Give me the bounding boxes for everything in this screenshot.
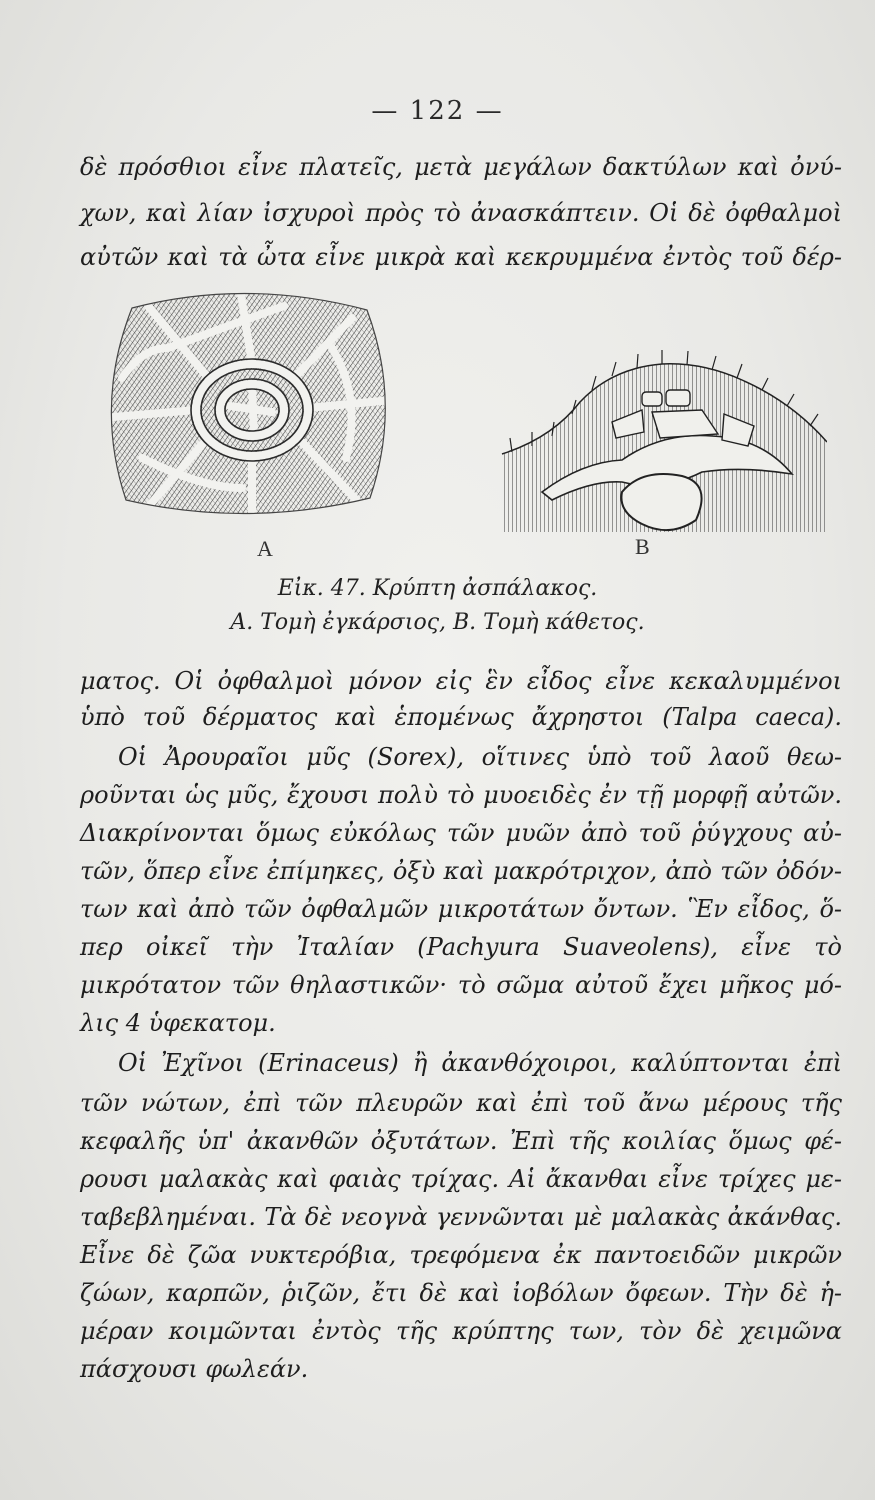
figure-label-b: B: [635, 534, 650, 559]
text-line: μέραν κοιμῶνται ἐντὸς τῆς κρύπτης των, τὸν δὲ χειμῶνα: [80, 1317, 842, 1345]
figure-caption-subtitle: Α. Τομὴ ἐγκάρσιος, Β. Τομὴ κάθετος.: [230, 610, 645, 635]
text-line: Οἱ Ἐχῖνοι (Erinaceus) ἢ ἀκανθόχοιροι, καλύπτονται ἐπὶ: [118, 1049, 842, 1077]
text-line: Εἶνε δὲ ζῶα νυκτερόβια, τρεφόμενα ἐκ παντοειδῶν μικρῶν: [80, 1241, 842, 1269]
page-number: — 122 —: [371, 96, 504, 126]
figure-label-a: A: [257, 536, 273, 561]
text-line: τῶν νώτων, ἐπὶ τῶν πλευρῶν καὶ ἐπὶ τοῦ ἄνω μέρους τῆς: [80, 1089, 842, 1117]
text-line: αὐτῶν καὶ τὰ ὦτα εἶνε μικρὰ καὶ κεκρυμμένα ἐντὸς τοῦ δέρ-: [80, 243, 842, 271]
text-line: περ οἰκεῖ τὴν Ἰταλίαν (Pachyura Suaveolens), εἶνε τὸ: [80, 933, 842, 961]
text-line: ζώων, καρπῶν, ῥιζῶν, ἔτι δὲ καὶ ἰοβόλων ὄφεων. Τὴν δὲ ἡ-: [80, 1279, 842, 1307]
figure-47: [0, 280, 875, 570]
text-line: δὲ πρόσθιοι εἶνε πλατεῖς, μετὰ μεγάλων δακτύλων καὶ ὀνύ-: [80, 153, 842, 181]
text-line: Διακρίνονται ὅμως εὐκόλως τῶν μυῶν ἀπὸ τοῦ ῥύγχους αὐ-: [80, 819, 842, 847]
text-line: ροῦνται ὡς μῦς, ἔχουσι πολὺ τὸ μυοειδὲς ἐν τῇ μορφῇ αὐτῶν.: [80, 781, 842, 809]
text-line: ὑπὸ τοῦ δέρματος καὶ ἑπομένως ἄχρηστοι (Talpa caeca).: [80, 703, 842, 731]
text-line: τῶν, ὅπερ εἶνε ἐπίμηκες, ὀξὺ καὶ μακρότριχον, ἀπὸ τῶν ὀδόν-: [80, 857, 842, 885]
text-line: ρουσι μαλακὰς καὶ φαιὰς τρίχας. Αἱ ἄκανθαι εἶνε τρίχες με-: [80, 1165, 842, 1193]
text-line: μικρότατον τῶν θηλαστικῶν· τὸ σῶμα αὐτοῦ ἔχει μῆκος μό-: [80, 971, 842, 999]
text-line: κεφαλῆς ὑπ' ἀκανθῶν ὀξυτάτων. Ἐπὶ τῆς κοιλίας ὅμως φέ-: [80, 1127, 842, 1155]
text-line: ταβεβλημέναι. Τὰ δὲ νεογνὰ γεννῶνται μὲ μαλακὰς ἀκάνθας.: [80, 1203, 842, 1231]
text-line: χων, καὶ λίαν ἰσχυροὶ πρὸς τὸ ἀνασκάπτειν. Οἱ δὲ ὀφθαλμοὶ: [80, 199, 842, 227]
mole-burrow-cross-section-illustration: [102, 288, 392, 520]
text-line: πάσχουσι φωλεάν.: [80, 1355, 309, 1383]
text-line: ματος. Οἱ ὀφθαλμοὶ μόνον εἰς ἓν εἶδος εἶνε κεκαλυμμένοι: [80, 667, 842, 695]
text-line: των καὶ ἀπὸ τῶν ὀφθαλμῶν μικροτάτων ὄντων. Ἓν εἶδος, ὅ-: [80, 895, 842, 923]
text-line: λις 4 ὑφεκατομ.: [80, 1009, 276, 1037]
mole-burrow-vertical-section-illustration: [492, 342, 827, 532]
figure-caption-title: Εἰκ. 47. Κρύπτη ἀσπάλακος.: [277, 576, 598, 601]
text-line: Οἱ Ἀρουραῖοι μῦς (Sorex), οἵτινες ὑπὸ τοῦ λαοῦ θεω-: [118, 743, 842, 771]
